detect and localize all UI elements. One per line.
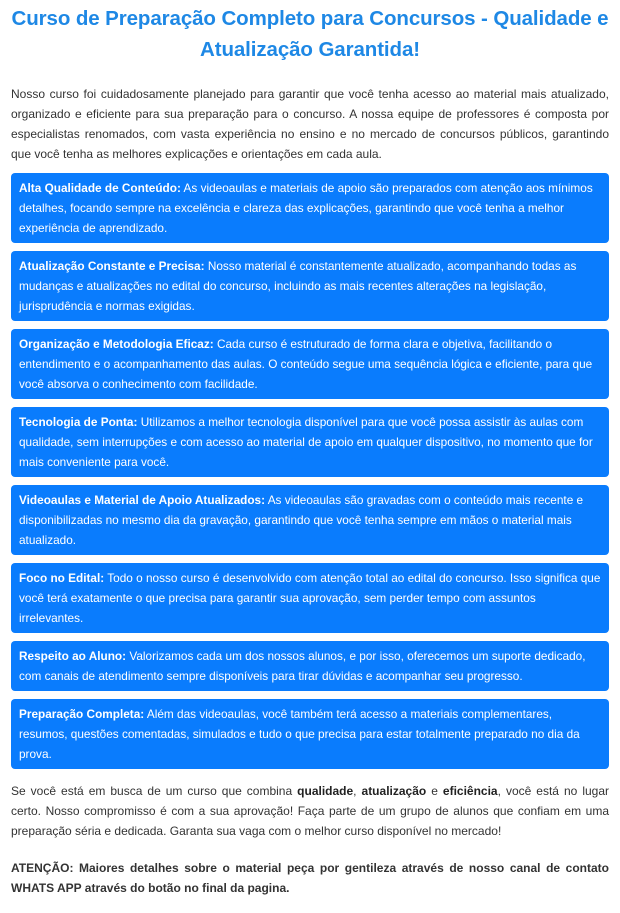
feature-card bbox=[11, 173, 609, 243]
feature-title: Organização e Metodologia Eficaz: bbox=[19, 337, 214, 351]
feature-card bbox=[11, 485, 609, 555]
feature-title: Preparação Completa: bbox=[19, 707, 145, 721]
feature-text: Utilizamos a melhor tecnologia disponível para que você possa assistir às aulas com qualidade, sem interrupções e com acesso ao material de apoio em qualquer dispositivo, no momento que for mais conveniente para você. bbox=[19, 415, 593, 469]
attention-notice: ATENÇÃO: Maiores detalhes sobre o material peça por gentileza através de nosso canal de contato WHATS APP através do botão no final da pagina. bbox=[11, 861, 609, 895]
closing-text-end: , você está no lugar certo. Nosso compromisso é com a sua aprovação! Faça parte de um grupo de alunos que confiam em uma preparação séria e dedicada. Garanta sua vaga com o melhor curso disponível no mercado! bbox=[11, 784, 610, 838]
closing-separator: , bbox=[353, 784, 362, 798]
keyword-quality: qualidade bbox=[297, 784, 354, 798]
feature-text: Valorizamos cada um dos nossos alunos, e por isso, oferecemos um suporte dedicado, com canais de atendimento sempre disponíveis para tirar dúvidas e acompanhar seu progresso. bbox=[19, 649, 586, 683]
intro-paragraph: Nosso curso foi cuidadosamente planejado para garantir que você tenha acesso ao material mais atualizado, organizado e eficiente para sua preparação para o concurso. A nossa equipe de professores é composta por especialistas renomados, com vasta experiência no ensino e no mercado de concursos públicos, garantindo que você tenha as melhores explicações e orientações em cada aula. bbox=[11, 87, 609, 161]
feature-card bbox=[11, 641, 609, 691]
feature-title: Videoaulas e Material de Apoio Atualizados: bbox=[19, 493, 266, 507]
feature-text: As videoaulas são gravadas com o conteúdo mais recente e disponibilizadas no mesmo dia da gravação, garantindo que você tenha sempre em mãos o material mais atualizado. bbox=[19, 493, 584, 547]
feature-text: Nosso material é constantemente atualizado, acompanhando todas as mudanças e atualizações no edital do concurso, incluindo as mais recentes alterações na legislação, jurisprudência e normas exigidas. bbox=[19, 259, 577, 313]
feature-text: Todo o nosso curso é desenvolvido com atenção total ao edital do concurso. Isso significa que você terá exatamente o que precisa para garantir sua aprovação, sem perder tempo com assuntos irrelevantes. bbox=[19, 571, 601, 625]
feature-card bbox=[11, 251, 609, 321]
page-title: Curso de Preparação Completo para Concursos - Qualidade e Atualização Garantida! bbox=[11, 7, 609, 61]
feature-title: Atualização Constante e Precisa: bbox=[19, 259, 205, 273]
feature-list bbox=[11, 173, 609, 769]
feature-title: Respeito ao Aluno: bbox=[19, 649, 127, 663]
feature-title: Alta Qualidade de Conteúdo: bbox=[19, 181, 181, 195]
feature-card bbox=[11, 699, 609, 769]
keyword-efficiency: eficiência bbox=[442, 784, 498, 798]
closing-text-start: Se você está em busca de um curso que combina bbox=[11, 784, 298, 798]
feature-card bbox=[11, 407, 609, 477]
feature-title: Tecnologia de Ponta: bbox=[19, 415, 138, 429]
feature-text: Além das videoaulas, você também terá acesso a materiais complementares, resumos, questões comentadas, simulados e tudo o que precisa para estar totalmente preparado no dia da prova. bbox=[19, 707, 580, 761]
feature-card bbox=[11, 563, 609, 633]
feature-card bbox=[11, 329, 609, 399]
closing-separator: e bbox=[426, 784, 443, 798]
feature-title: Foco no Edital: bbox=[19, 571, 105, 585]
keyword-update: atualização bbox=[361, 784, 427, 798]
closing-paragraph bbox=[11, 781, 609, 841]
feature-text: Cada curso é estruturado de forma clara e objetiva, facilitando o entendimento e o acompanhamento das aulas. O conteúdo segue uma sequência lógica e eficiente, para que você absorva o conhecimento com facilidade. bbox=[19, 337, 593, 391]
feature-text: As videoaulas e materiais de apoio são preparados com atenção aos mínimos detalhes, focando sempre na excelência e clareza das explicações, garantindo que você tenha a melhor experiência de aprendizado. bbox=[19, 181, 593, 235]
